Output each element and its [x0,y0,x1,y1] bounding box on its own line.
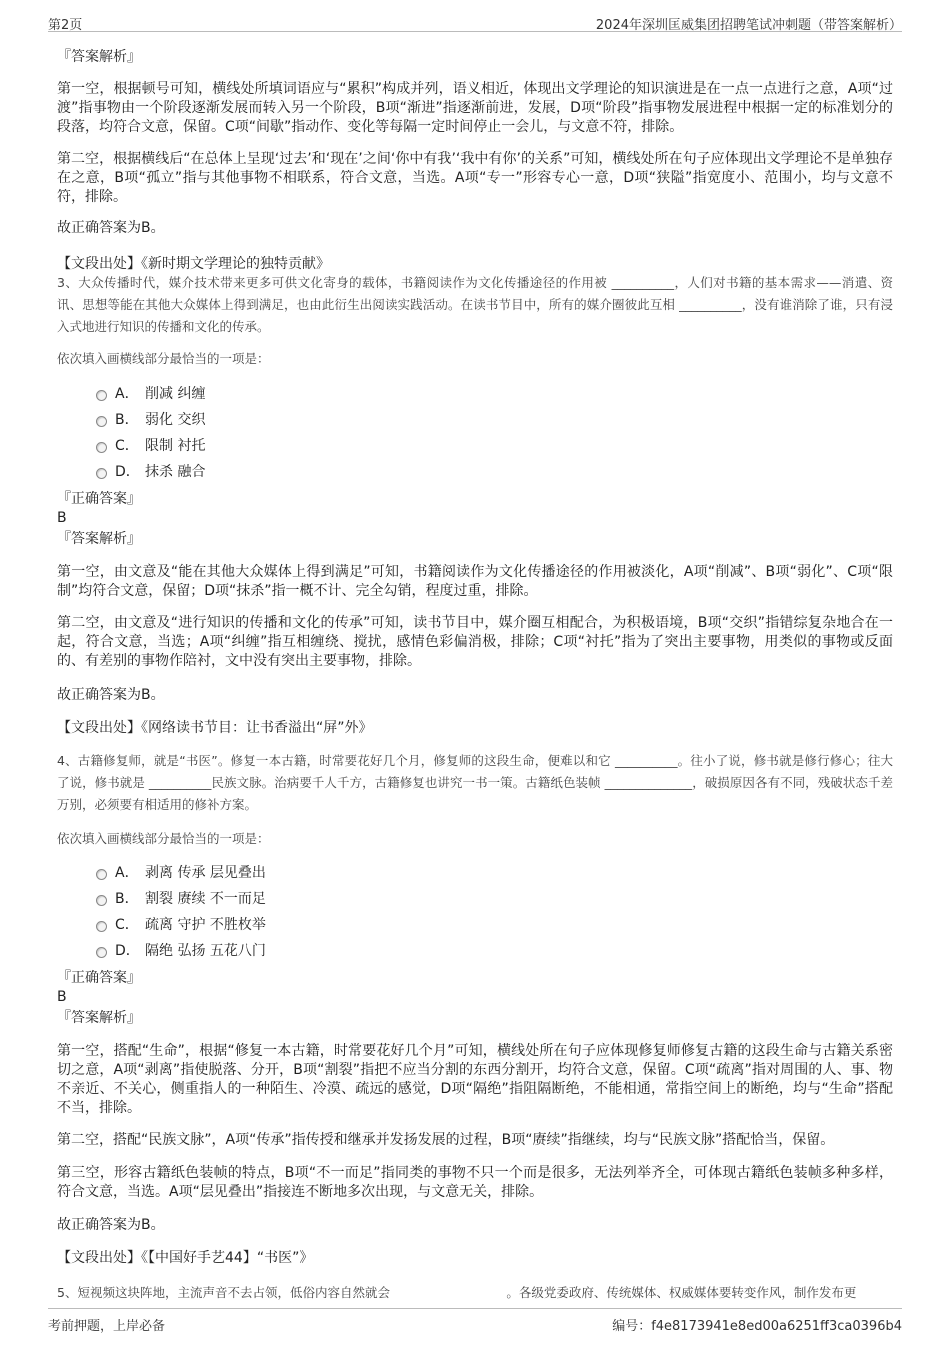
source-citation: 【文段出处】《网络读书节目：让书香溢出“屏”外》 [57,720,373,736]
option-text: 割裂 赓续 不一而足 [145,891,266,907]
correct-answer-label: 『正确答案』 [57,970,141,986]
radio-icon[interactable] [96,442,107,453]
correct-answer: B [57,989,67,1005]
document-title: 2024年深圳匡威集团招聘笔试冲刺题（带答案解析） [595,18,902,33]
option-text: 限制 衬托 [145,438,206,454]
question-stem: 5、短视频这块阵地，主流声音不去占领，低俗内容自然就会 。各级党委政府、传统媒体、权威媒体要转变作风，制作发布更 [57,1285,857,1300]
analysis-paragraph: 第一空，根据顿号可知，横线处所填词语应与“累积”构成并列，语义相近，体现出文学理论的知识演进是在一点一点进行之意，A项“过渡”指事物由一个阶段逐渐发展而转入另一个阶段，B项“渐进”指逐渐前进，发展，D项“阶段”指事物发展进程中根据一定的标准划分的段落，均符合文意，保留。C项“间歇”指动作、变化等每隔一定时间停止一会儿，与文意不符，排除。 [57,81,893,135]
option-d[interactable] [96,462,205,482]
question-prompt: 依次填入画横线部分最恰当的一项是： [57,351,270,366]
option-letter: A． [115,865,139,881]
analysis-paragraph: 第二空，根据横线后“在总体上呈现‘过去’和‘现在’之间‘你中有我’‘我中有你’的关系”可知，横线处所在句子应体现出文学理论不是单独存在之意，B项“孤立”指与其他事物不相联系，符合文意，当选。A项“专一”形容专心一意，D项“狭隘”指宽度小、范围小，均与文意不符，排除。 [57,151,893,205]
radio-icon[interactable] [96,869,107,880]
option-d[interactable] [96,941,266,961]
option-letter: A． [115,386,139,402]
analysis-paragraph: 第三空，形容古籍纸色装帧的特点，B项“不一而足”指同类的事物不只一个而是很多，无法列举齐全，可体现古籍纸色装帧多种多样，符合文意，当选。A项“层见叠出”指接连不断地多次出现，与文意无关，排除。 [57,1165,893,1200]
page-number: 第2页 [48,18,83,33]
option-letter: C． [115,438,139,454]
option-c[interactable] [96,915,266,935]
page-header [48,10,902,32]
radio-icon[interactable] [96,947,107,958]
correct-answer: B [57,510,67,526]
option-text: 隔绝 弘扬 五花八门 [145,943,266,959]
analysis-paragraph: 第二空，由文意及“进行知识的传播和文化的传承”可知，读书节目中，媒介圈互相配合，为积极语境，B项“交织”指错综复杂地合在一起，符合文意，当选；A项“纠缠”指互相缠绕、搅扰，感情色彩偏消极，排除；C项“衬托”指为了突出主要事物，用类似的事物或反面的、有差别的事物作陪衬，文中没有突出主要事物，排除。 [57,615,893,669]
option-b[interactable] [96,889,266,909]
radio-icon[interactable] [96,895,107,906]
analysis-paragraph: 第一空，搭配“生命”，根据“修复一本古籍，时常要花好几个月”可知，横线处所在句子应体现修复师修复古籍的这段生命与古籍关系密切之意，A项“剥离”指使脱落、分开，B项“割裂”指把不应当分割的东西分割开，均符合文意，保留。C项“疏离”指对周围的人、事、物不亲近、不关心，侧重指人的一种陌生、冷漠、疏远的感觉，D项“隔绝”指阻隔断绝，不能相通，常指空间上的断绝，均与“生命”搭配不当，排除。 [57,1043,893,1116]
source-citation: 【文段出处】《新时期文学理论的独特贡献》 [57,256,330,272]
option-text: 剥离 传承 层见叠出 [145,865,266,881]
radio-icon[interactable] [96,390,107,401]
document-serial: 编号：f4e8173941e8ed00a6251ff3ca0396b4 [612,1319,902,1334]
option-b[interactable] [96,410,205,430]
option-text: 弱化 交织 [145,412,206,428]
radio-icon[interactable] [96,921,107,932]
source-citation: 【文段出处】《【中国好手艺44】“书医”》 [57,1250,314,1266]
option-c[interactable] [96,436,205,456]
radio-icon[interactable] [96,468,107,479]
option-text: 抹杀 融合 [145,464,206,480]
option-letter: B． [115,891,139,907]
conclusion: 故正确答案为B。 [57,1217,165,1233]
option-letter: D． [115,464,140,480]
option-text: 削减 纠缠 [145,386,206,402]
question-stem: 4、古籍修复师，就是“书医”。修复一本古籍，时常要花好几个月，修复师的这段生命，便难以和它 __________。往小了说，修书就是修行修心；往大了说，修书就是 __________民族文脉。治病要千人千方，古籍修复也讲究一书一策。古籍纸色装帧 ______________，破损原因各有不同，残破状态千差万别，必须要有相适用的修补方案。 [57,753,893,812]
option-text: 疏离 守护 不胜枚举 [145,917,266,933]
analysis-label: 『答案解析』 [57,49,141,65]
option-letter: B． [115,412,139,428]
question-prompt: 依次填入画横线部分最恰当的一项是： [57,831,270,846]
correct-answer-label: 『正确答案』 [57,491,141,507]
option-letter: C． [115,917,139,933]
footer-slogan: 考前押题，上岸必备 [48,1319,166,1334]
conclusion: 故正确答案为B。 [57,220,165,236]
option-a[interactable] [96,863,266,883]
option-letter: D． [115,943,140,959]
question-stem: 3、大众传播时代，媒介技术带来更多可供文化寄身的载体，书籍阅读作为文化传播途径的作用被 __________，人们对书籍的基本需求——消遣、资讯、思想等能在其他大众媒体上得到满足，也由此衍生出阅读实践活动。在读书节目中，所有的媒介圈彼此互相 __________，没有谁消除了谁，只有浸入式地进行知识的传播和文化的传承。 [57,275,893,334]
analysis-label: 『答案解析』 [57,1010,141,1026]
page-footer [48,1308,902,1332]
conclusion: 故正确答案为B。 [57,687,165,703]
option-a[interactable] [96,384,205,404]
analysis-paragraph: 第一空，由文意及“能在其他大众媒体上得到满足”可知，书籍阅读作为文化传播途径的作用被淡化，A项“削减”、B项“弱化”、C项“限制”均符合文意，保留；D项“抹杀”指一概不计、完全勾销，程度过重，排除。 [57,564,893,599]
analysis-paragraph: 第二空，搭配“民族文脉”，A项“传承”指传授和继承并发扬发展的过程，B项“赓续”指继续，均与“民族文脉”搭配恰当，保留。 [57,1132,835,1148]
analysis-label: 『答案解析』 [57,531,141,547]
radio-icon[interactable] [96,416,107,427]
